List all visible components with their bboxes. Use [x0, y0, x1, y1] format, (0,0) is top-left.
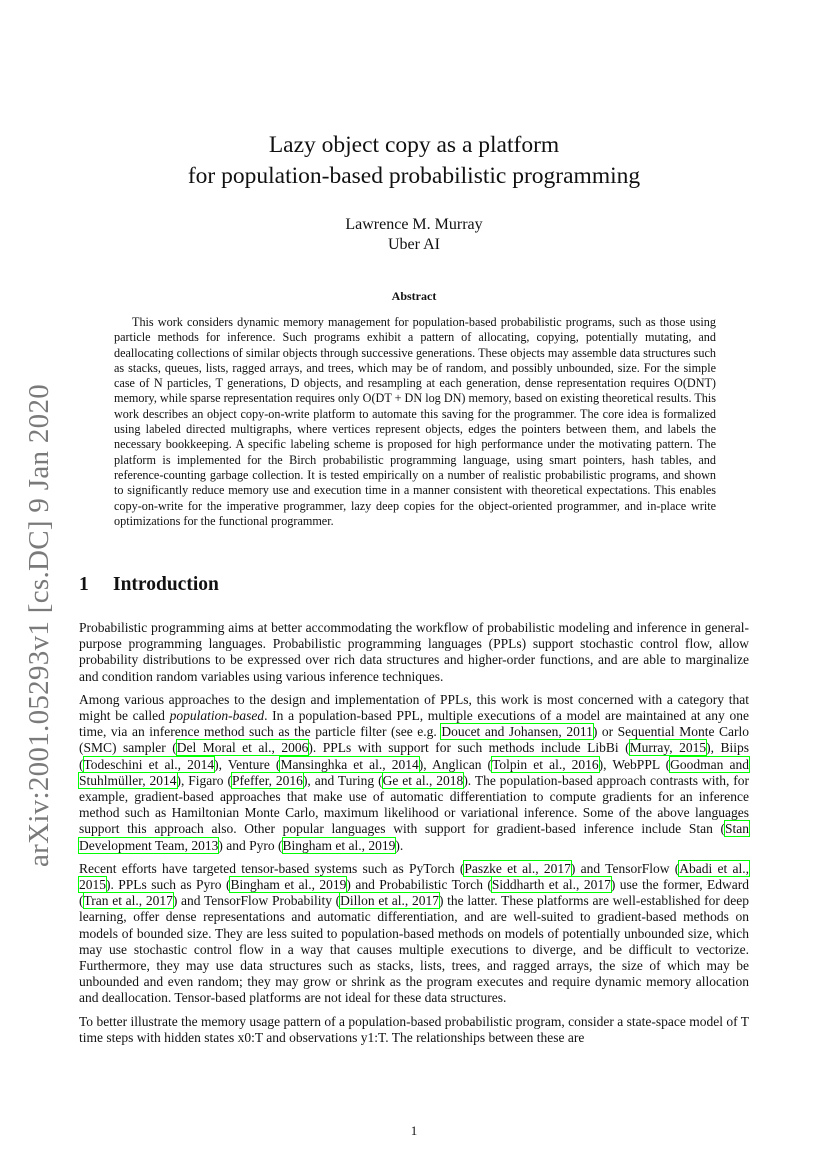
abstract-heading: Abstract — [391, 289, 437, 303]
text-run: ), Anglican ( — [418, 756, 493, 772]
text-run: ), WebPPL ( — [598, 756, 671, 772]
title-line-1: Lazy object copy as a platform — [268, 132, 560, 158]
paper-title — [100, 130, 728, 192]
text-run: ). PPLs with support for such methods include LibBi ( — [308, 740, 630, 756]
abstract-text: This work considers dynamic memory management for population-based probabilistic programs, such as those using particle methods for inference. Such programs exhibit a pattern of allocating, copying, potentially mutating, and deallocating collections of similar objects through successive generations. These objects may assemble data structures such as stacks, queues, lists, ragged arrays, and trees, which may be of random, and possibly unbounded, size. For the simple case of N particles, T generations, D objects, and resampling at each generation, dense representation requires O(DNT) memory, while sparse representation requires only O(DT + DN log DN) memory, based on existing theoretical results. This work describes an object copy-on-write platform to automate this saving for the programmer. The core idea is formalized using labeled directed multigraphs, where vertices represent objects, edges the pointers between them, and labels the necessary bookkeeping. A specific labeling scheme is proposed for high performance under the motivating pattern. The platform is implemented for the Birch probabilistic programming language, using smart pointers, hash tables, and reference-counting garbage collection. It is tested empirically on a number of realistic probabilistic programs, and shown to significantly reduce memory use and execution time in a manner consistent with theoretical expectations. This enables copy-on-write for the imperative programmer, lazy deep copies for the object-oriented programmer, and in-place write optimizations for the functional programmer. — [114, 315, 716, 528]
text-run: ), Biips ( — [79, 740, 749, 772]
emphasis: population-based — [169, 708, 265, 724]
text-run: ), Venture ( — [214, 756, 281, 772]
citation-link[interactable]: Murray, 2015 — [629, 740, 707, 756]
text-run: ) the latter. These platforms are well-established for deep learning, offer dense representations and automatic differentiation, and are well-suited to gradient-based methods on models of bounded size. They are less suited to population-based methods on models of potentially unbounded size, which may use stochastic control flow in a way that causes multiple executions to diverge, and be difficult to vectorize. Furthermore, they may use data structures such as stacks, lists, trees, and ragged arrays, the size of which may be unbounded and even random; they may grow or shrink as the program executes and require dynamic memory allocation and deallocation. Tensor-based platforms are not ideal for these data structures. — [79, 893, 749, 1006]
section-number: 1 — [79, 574, 89, 595]
text-run: Recent efforts have targeted tensor-based systems such as PyTorch ( — [79, 860, 465, 876]
text-run: ) use the former, Edward ( — [79, 877, 750, 909]
citation-link[interactable]: Stan Development Team, 2013 — [79, 821, 749, 853]
citation-link[interactable]: Todeschini et al., 2014 — [83, 756, 215, 772]
paragraph-2 — [79, 692, 749, 854]
text-run: Among various approaches to the design and implementation of PPLs, this work is most concerned with a category that might be called — [79, 691, 749, 724]
text-run: ). The population-based approach contrasts with, for example, gradient-based approaches that make use of automatic differentiation to compute gradients for an inference method such as Hamiltonian Monte Carlo, maximum likelihood or variational inference. Some of the above languages support this approach also. Other popular languages with support for gradient-based inference include Stan ( — [79, 772, 749, 837]
paragraph-1: Probabilistic programming aims at better accommodating the workflow of probabilistic modeling and inference in general-purpose programming languages. Probabilistic programming languages (PPLs) support stochastic control flow, allow probability distributions to be expressed over rich data structures and higher-order functions, and are able to marginalize and condition random variables using various inference techniques. — [79, 620, 749, 684]
citation-link[interactable]: Del Moral et al., 2006 — [176, 740, 309, 756]
citation-link[interactable]: Goodman and Stuhlmüller, 2014 — [79, 756, 750, 788]
citation-link[interactable]: Siddharth et al., 2017 — [491, 877, 611, 893]
author-affiliation: Uber AI — [388, 236, 440, 253]
text-run: . In a population-based PPL, multiple executions of a model are maintained at any one time, via an inference method such as the particle filter (see e.g. — [79, 708, 749, 740]
citation-link[interactable]: Tran et al., 2017 — [83, 893, 173, 909]
author-name: Lawrence M. Murray — [345, 216, 483, 233]
author-block — [100, 215, 728, 255]
citation-link[interactable]: Abadi et al., 2015 — [79, 860, 749, 893]
body-text — [79, 620, 749, 1053]
text-run: ) and Probabilistic Torch ( — [346, 877, 492, 893]
text-run: ) and TensorFlow Probability ( — [172, 893, 341, 909]
text-run: ), and Turing ( — [302, 772, 383, 788]
text-run: ) and TensorFlow ( — [570, 860, 680, 876]
citation-link[interactable]: Paszke et al., 2017 — [464, 860, 571, 876]
citation-link[interactable]: Dillon et al., 2017 — [340, 893, 439, 909]
citation-link[interactable]: Doucet and Johansen, 2011 — [441, 724, 593, 740]
paragraph-4: To better illustrate the memory usage pattern of a population-based probabilistic program, consider a state-space model of T time steps with hidden states x0:T and observations y1:T. The relationships between these are — [79, 1013, 749, 1045]
section-heading — [79, 574, 219, 596]
citation-link[interactable]: Ge et al., 2018 — [382, 772, 464, 788]
citation-link[interactable]: Mansinghka et al., 2014 — [280, 756, 419, 772]
text-run: ) and Pyro ( — [218, 837, 283, 853]
text-run: ), Figaro ( — [176, 772, 232, 788]
text-run: ) or Sequential Monte Carlo (SMC) sampler ( — [79, 724, 749, 756]
citation-link[interactable]: Pfeffer, 2016 — [231, 772, 303, 788]
section-title: Introduction — [113, 574, 219, 595]
citation-link[interactable]: Tolpin et al., 2016 — [492, 756, 599, 772]
citation-link[interactable]: Bingham et al., 2019 — [282, 837, 396, 853]
citation-link[interactable]: Bingham et al., 2019 — [230, 877, 347, 893]
text-run: ). PPLs such as Pyro ( — [106, 877, 231, 893]
arxiv-id-text: arXiv:2001.05293v1 [cs.DC] 9 Jan 2020 — [23, 383, 56, 867]
text-run: ). — [395, 837, 404, 853]
page-number: 1 — [410, 1123, 418, 1138]
paragraph-3 — [79, 861, 749, 1007]
title-line-2: for population-based probabilistic programming — [187, 163, 641, 189]
arxiv-identifier-stamp — [20, 375, 60, 875]
